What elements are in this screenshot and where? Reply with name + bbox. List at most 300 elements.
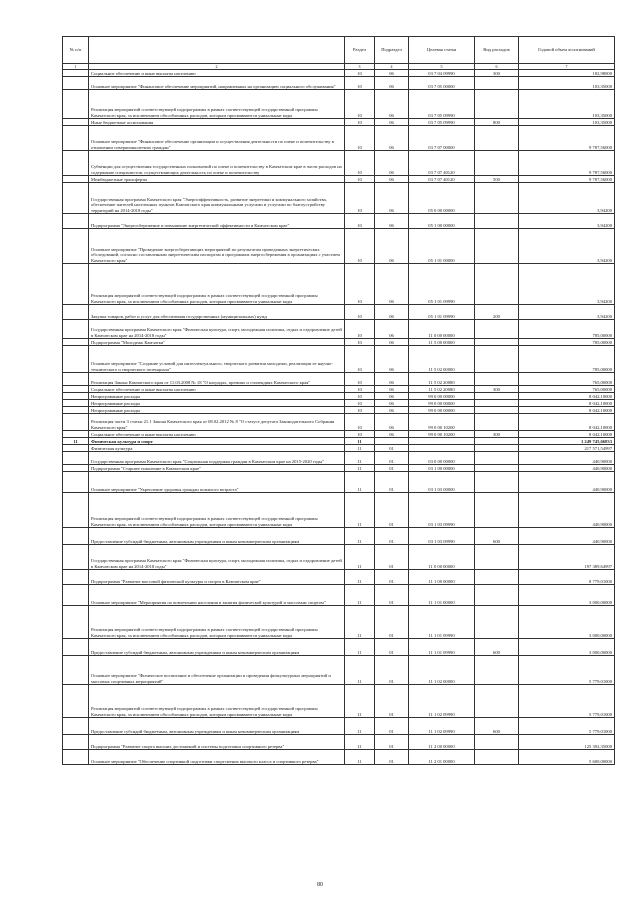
row-amount: 5 600,00000 — [519, 750, 615, 765]
row-num — [63, 373, 89, 386]
row-vr — [475, 90, 519, 119]
header-podrazdel: Подраздел — [375, 37, 409, 64]
row-csr: 11 1 01 09990 — [409, 606, 475, 639]
row-vr — [475, 400, 519, 407]
row-csr: 11 1 02 09990 — [409, 685, 475, 718]
row-podrazdel — [375, 438, 409, 445]
row-amount: 217 571,54997 — [519, 445, 615, 452]
row-amount: 440,90000 — [519, 493, 615, 528]
row-podrazdel: 01 — [375, 445, 409, 452]
row-razdel: 11 — [345, 639, 375, 656]
row-name: Государственная программа Камчатского края "Энергоэффективность, развитие энергетики и коммунального хозяйства, обеспечение жителей населенных пунктов Камчатского края коммунальными услугами и услугами по благоустройству территорий на 2014-2018 годы" — [89, 183, 345, 214]
table-body — [63, 70, 615, 765]
row-amount: 3,94200 — [519, 264, 615, 305]
row-name: Основное мероприятие "Финансовое обеспечение мероприятий, направленных на организацию социального обслуживания" — [89, 77, 345, 90]
row-num — [63, 493, 89, 528]
row-podrazdel: 06 — [375, 229, 409, 264]
row-name: Основное мероприятие "Укрепление здоровья граждан пожилого возраста" — [89, 472, 345, 493]
row-podrazdel: 06 — [375, 320, 409, 339]
row-num — [63, 346, 89, 373]
row-name: Государственная программа Камчатского края "Социальная поддержка граждан в Камчатском крае на 2015-2020 годы" — [89, 452, 345, 465]
row-amount: 8 042,10000 — [519, 393, 615, 400]
row-razdel: 10 — [345, 305, 375, 320]
row-num — [63, 585, 89, 606]
table-row — [63, 685, 615, 718]
row-razdel: 10 — [345, 346, 375, 373]
table-row — [63, 570, 615, 585]
row-razdel: 10 — [345, 339, 375, 346]
table-row — [63, 438, 615, 445]
row-csr: 11 5 02 20080 — [409, 373, 475, 386]
row-csr: 03 7 05 09990 — [409, 90, 475, 119]
row-csr: 11 0 00 00000 — [409, 320, 475, 339]
row-vr: 600 — [475, 718, 519, 735]
row-num — [63, 735, 89, 750]
row-amount: 440,90000 — [519, 465, 615, 472]
row-amount: 3 000,00000 — [519, 639, 615, 656]
row-num — [63, 570, 89, 585]
table-row — [63, 119, 615, 126]
row-razdel: 11 — [345, 545, 375, 570]
row-csr: 03 7 07 00000 — [409, 126, 475, 151]
row-name: Реализация мероприятий соответствующей подпрограммы в рамках соответствующей государственной программы Камчатского края, за исключением обособленных расходов, которым присваиваются уникальные коды — [89, 685, 345, 718]
row-podrazdel: 01 — [375, 685, 409, 718]
row-amount: 125 392,35000 — [519, 735, 615, 750]
row-vr — [475, 465, 519, 472]
row-vr — [475, 472, 519, 493]
row-podrazdel: 06 — [375, 183, 409, 214]
row-name: Подпрограмма "Развитие массовой физической культуры и спорта в Камчатском крае" — [89, 570, 345, 585]
row-num — [63, 431, 89, 438]
row-razdel: 10 — [345, 386, 375, 393]
row-name: Физическая культура — [89, 445, 345, 452]
row-razdel: 10 — [345, 77, 375, 90]
row-num — [63, 264, 89, 305]
row-name: Реализация мероприятий соответствующей подпрограммы в рамках соответствующей государственной программы Камчатского края, за исключением обособленных расходов, которым присваиваются уникальные коды — [89, 90, 345, 119]
row-amount: 197 389,64997 — [519, 545, 615, 570]
row-razdel: 11 — [345, 606, 375, 639]
row-vr — [475, 685, 519, 718]
row-csr: 03 0 00 00000 — [409, 452, 475, 465]
table-row — [63, 176, 615, 183]
row-name: Основное мероприятие "Финансовое обеспечение организации и осуществления деятельности по опеке и попечительству в отношении совершеннолетних граждан" — [89, 126, 345, 151]
row-razdel: 11 — [345, 570, 375, 585]
row-razdel: 11 — [345, 438, 375, 445]
row-vr — [475, 264, 519, 305]
row-vr — [475, 339, 519, 346]
row-csr: 99 0 00 00000 — [409, 400, 475, 407]
row-amount: 9 787,56000 — [519, 151, 615, 176]
row-vr: 600 — [475, 528, 519, 545]
row-csr: 05 1 01 09990 — [409, 264, 475, 305]
row-name: Предоставление субсидий бюджетным, автономным учреждениям и иным некоммерческим организациям — [89, 718, 345, 735]
row-podrazdel: 06 — [375, 264, 409, 305]
row-name: Предоставление субсидий бюджетным, автономным учреждениям и иным некоммерческим организациям — [89, 639, 345, 656]
row-podrazdel: 06 — [375, 305, 409, 320]
row-name: Основное мероприятие "Мероприятия по вовлечению населения в занятия физической культурой и массовым спортом" — [89, 585, 345, 606]
row-num — [63, 305, 89, 320]
row-razdel: 10 — [345, 373, 375, 386]
row-razdel: 10 — [345, 393, 375, 400]
row-csr: 99 0 00 10200 — [409, 431, 475, 438]
row-podrazdel: 01 — [375, 545, 409, 570]
row-csr: 03 1 03 09990 — [409, 528, 475, 545]
row-podrazdel: 06 — [375, 119, 409, 126]
row-podrazdel: 06 — [375, 151, 409, 176]
budget-sheet — [62, 36, 614, 765]
header-num: № п/п — [63, 37, 89, 64]
row-name: Реализация части 3 статьи 21.1 Закона Камчатского края от 08.02.2012 № 8 "О статусе депутата Законодательного Собрания Камчатского края" — [89, 414, 345, 431]
row-amount: 785,00000 — [519, 320, 615, 339]
row-csr: 03 7 04 09990 — [409, 70, 475, 77]
row-vr: 300 — [475, 386, 519, 393]
row-razdel: 11 — [345, 472, 375, 493]
row-name: Непрограммные расходы — [89, 400, 345, 407]
row-name: Реализация мероприятий соответствующей подпрограммы в рамках соответствующей государственной программы Камчатского края, за исключением обособленных расходов, которым присваиваются уникальные коды — [89, 264, 345, 305]
row-podrazdel: 06 — [375, 339, 409, 346]
row-name: Подпрограмма "Энергосбережение и повышение энергетической эффективности в Камчатском крае" — [89, 214, 345, 229]
row-amount: 8 042,10000 — [519, 431, 615, 438]
table-row — [63, 70, 615, 77]
row-podrazdel: 01 — [375, 606, 409, 639]
row-num — [63, 528, 89, 545]
row-csr: 11 5 00 00000 — [409, 339, 475, 346]
row-razdel: 10 — [345, 407, 375, 414]
row-amount: 3,94200 — [519, 183, 615, 214]
row-vr — [475, 320, 519, 339]
row-podrazdel: 01 — [375, 493, 409, 528]
row-name: Основное мероприятие "Обеспечение спортивной подготовки спортсменов высокого класса и спортивного резерва" — [89, 750, 345, 765]
row-num — [63, 77, 89, 90]
row-amount: 785,00000 — [519, 346, 615, 373]
table-row — [63, 346, 615, 373]
row-razdel: 10 — [345, 126, 375, 151]
row-num — [63, 214, 89, 229]
table-row — [63, 373, 615, 386]
row-podrazdel: 06 — [375, 90, 409, 119]
row-podrazdel: 06 — [375, 346, 409, 373]
row-vr — [475, 750, 519, 765]
row-csr: 11 0 00 00000 — [409, 545, 475, 570]
row-num — [63, 229, 89, 264]
row-name: Непрограммные расходы — [89, 407, 345, 414]
row-name: Основное мероприятие "Физическое воспитание и обеспечение организации и проведения физкультурных мероприятий и массовых спортивных мероприятий" — [89, 656, 345, 685]
row-amount: 3,94200 — [519, 229, 615, 264]
row-amount: 1 249 745,66833 — [519, 438, 615, 445]
row-razdel: 10 — [345, 414, 375, 431]
table-row — [63, 393, 615, 400]
row-name: Реализация Закона Камчатского края от 11.03.2008 № 18 "О наградах, премиях и стипендиях Камчатского края" — [89, 373, 345, 386]
row-num — [63, 407, 89, 414]
row-csr: 03 7 07 40120 — [409, 176, 475, 183]
table-row — [63, 90, 615, 119]
row-num — [63, 452, 89, 465]
row-vr — [475, 393, 519, 400]
row-amount: 765,00000 — [519, 386, 615, 393]
row-vr: 600 — [475, 639, 519, 656]
header-csr: Целевая статья — [409, 37, 475, 64]
row-podrazdel: 01 — [375, 472, 409, 493]
row-podrazdel: 06 — [375, 414, 409, 431]
row-amount: 8 042,10000 — [519, 414, 615, 431]
row-razdel: 11 — [345, 685, 375, 718]
row-podrazdel: 06 — [375, 126, 409, 151]
row-razdel: 11 — [345, 656, 375, 685]
row-vr: 200 — [475, 305, 519, 320]
row-amount: 8 042,10000 — [519, 400, 615, 407]
row-csr: 05 1 01 09990 — [409, 305, 475, 320]
row-num — [63, 90, 89, 119]
row-csr: 11 2 01 00000 — [409, 750, 475, 765]
row-num — [63, 545, 89, 570]
row-csr: 11 5 02 00000 — [409, 346, 475, 373]
row-amount: 103,35000 — [519, 119, 615, 126]
row-razdel: 11 — [345, 465, 375, 472]
row-num — [63, 472, 89, 493]
row-csr: 03 1 03 00000 — [409, 472, 475, 493]
row-name: Подпрограмма "Развитие спорта высших достижений и системы подготовки спортивного резерва" — [89, 735, 345, 750]
row-podrazdel: 01 — [375, 570, 409, 585]
row-razdel: 10 — [345, 151, 375, 176]
table-row — [63, 528, 615, 545]
row-num — [63, 718, 89, 735]
row-vr: 500 — [475, 176, 519, 183]
row-csr: 11 1 01 00000 — [409, 585, 475, 606]
row-podrazdel: 06 — [375, 393, 409, 400]
row-csr: 11 5 02 20080 — [409, 386, 475, 393]
row-csr: 11 1 02 09990 — [409, 718, 475, 735]
table-row — [63, 750, 615, 765]
row-csr — [409, 438, 475, 445]
column-index: 6 — [475, 64, 519, 70]
header-amount: Годовой объем ассигнований — [519, 37, 615, 64]
row-name: Закупка товаров, работ и услуг для обеспечения государственных (муниципальных) нужд — [89, 305, 345, 320]
row-num — [63, 445, 89, 452]
row-num — [63, 151, 89, 176]
page-number: 80 — [317, 882, 323, 888]
row-podrazdel: 01 — [375, 639, 409, 656]
row-razdel: 10 — [345, 70, 375, 77]
table-row — [63, 472, 615, 493]
table-row — [63, 718, 615, 735]
row-vr — [475, 183, 519, 214]
row-amount: 103,35000 — [519, 77, 615, 90]
row-csr: 05 1 00 00000 — [409, 214, 475, 229]
row-name: Государственная программа Камчатского края "Физическая культура, спорт, молодежная политика, отдых и оздоровление детей в Камчатском крае на 2014-2018 годы" — [89, 320, 345, 339]
table-row — [63, 545, 615, 570]
row-name: Непрограммные расходы — [89, 393, 345, 400]
row-vr — [475, 735, 519, 750]
row-podrazdel: 01 — [375, 452, 409, 465]
table-row — [63, 414, 615, 431]
row-num — [63, 606, 89, 639]
row-amount: 9 787,56000 — [519, 126, 615, 151]
table-row — [63, 386, 615, 393]
column-index: 5 — [409, 64, 475, 70]
row-num — [63, 750, 89, 765]
row-num — [63, 70, 89, 77]
row-vr — [475, 570, 519, 585]
row-amount: 5 779,01000 — [519, 656, 615, 685]
row-csr: 03 1 00 00000 — [409, 465, 475, 472]
row-vr — [475, 77, 519, 90]
row-podrazdel: 06 — [375, 77, 409, 90]
row-vr — [475, 214, 519, 229]
table-row — [63, 126, 615, 151]
table-row — [63, 400, 615, 407]
row-razdel: 10 — [345, 229, 375, 264]
row-razdel: 11 — [345, 585, 375, 606]
row-num — [63, 386, 89, 393]
row-amount: 8 042,10000 — [519, 407, 615, 414]
row-amount: 182,98000 — [519, 70, 615, 77]
row-podrazdel: 01 — [375, 750, 409, 765]
row-vr — [475, 407, 519, 414]
row-num — [63, 339, 89, 346]
row-csr: 11 1 01 09990 — [409, 639, 475, 656]
row-num — [63, 119, 89, 126]
row-amount: 8 779,01000 — [519, 570, 615, 585]
row-num — [63, 656, 89, 685]
row-razdel: 11 — [345, 750, 375, 765]
row-name: Межбюджетные трансферты — [89, 176, 345, 183]
row-num: 11 — [63, 438, 89, 445]
row-vr — [475, 126, 519, 151]
row-razdel: 10 — [345, 183, 375, 214]
row-name: Реализация мероприятий соответствующей подпрограммы в рамках соответствующей государственной программы Камчатского края, за исключением обособленных расходов, которым присваиваются уникальные коды — [89, 606, 345, 639]
row-name: Государственная программа Камчатского края "Физическая культура, спорт, молодежная политика, отдых и оздоровление детей в Камчатском крае на 2014-2018 годы" — [89, 545, 345, 570]
row-name: Социальное обеспечение и иные выплаты населению — [89, 70, 345, 77]
table-row — [63, 151, 615, 176]
row-num — [63, 393, 89, 400]
row-razdel: 11 — [345, 452, 375, 465]
row-amount: 103,35000 — [519, 90, 615, 119]
row-vr — [475, 445, 519, 452]
row-vr — [475, 229, 519, 264]
row-csr — [409, 445, 475, 452]
table-row — [63, 606, 615, 639]
table-row — [63, 585, 615, 606]
row-razdel: 10 — [345, 431, 375, 438]
row-razdel: 11 — [345, 735, 375, 750]
row-razdel: 11 — [345, 493, 375, 528]
row-vr — [475, 346, 519, 373]
table-row — [63, 183, 615, 214]
table-row — [63, 214, 615, 229]
column-index: 2 — [89, 64, 345, 70]
row-podrazdel: 01 — [375, 465, 409, 472]
row-csr: 99 0 00 10200 — [409, 414, 475, 431]
table-header-row — [63, 37, 615, 64]
row-podrazdel: 06 — [375, 176, 409, 183]
table-row — [63, 305, 615, 320]
row-amount: 785,00000 — [519, 339, 615, 346]
table-row — [63, 445, 615, 452]
row-podrazdel: 06 — [375, 400, 409, 407]
row-podrazdel: 06 — [375, 373, 409, 386]
row-num — [63, 320, 89, 339]
row-amount: 5 779,01000 — [519, 718, 615, 735]
row-amount: 3,94200 — [519, 214, 615, 229]
row-amount: 440,90000 — [519, 528, 615, 545]
row-name: Социальное обеспечение и иные выплаты населению — [89, 431, 345, 438]
column-index: 7 — [519, 64, 615, 70]
row-name: Реализация мероприятий соответствующей подпрограммы в рамках соответствующей государственной программы Камчатского края, за исключением обособленных расходов, которым присваиваются уникальные коды — [89, 493, 345, 528]
table-row — [63, 639, 615, 656]
row-razdel: 11 — [345, 445, 375, 452]
table-row — [63, 452, 615, 465]
row-podrazdel: 06 — [375, 214, 409, 229]
row-vr — [475, 606, 519, 639]
row-podrazdel: 01 — [375, 735, 409, 750]
budget-table — [62, 36, 615, 765]
table-row — [63, 735, 615, 750]
row-csr: 99 0 00 00000 — [409, 407, 475, 414]
row-num — [63, 685, 89, 718]
row-podrazdel: 06 — [375, 431, 409, 438]
row-vr — [475, 585, 519, 606]
table-row — [63, 431, 615, 438]
row-vr: 300 — [475, 70, 519, 77]
row-vr — [475, 656, 519, 685]
row-amount: 5 779,01000 — [519, 685, 615, 718]
row-vr — [475, 373, 519, 386]
row-razdel: 11 — [345, 528, 375, 545]
row-csr: 11 2 00 00000 — [409, 735, 475, 750]
table-row — [63, 465, 615, 472]
row-amount: 765,00000 — [519, 373, 615, 386]
row-name: Подпрограмма "Старшее поколение в Камчатском крае" — [89, 465, 345, 472]
row-name: Физическая культура и спорт — [89, 438, 345, 445]
column-index: 3 — [345, 64, 375, 70]
row-num — [63, 126, 89, 151]
row-csr: 03 7 05 09990 — [409, 119, 475, 126]
row-razdel: 11 — [345, 718, 375, 735]
row-csr: 03 1 03 09990 — [409, 493, 475, 528]
row-num — [63, 400, 89, 407]
row-amount: 3 000,00000 — [519, 585, 615, 606]
table-row — [63, 77, 615, 90]
row-vr — [475, 414, 519, 431]
row-podrazdel: 01 — [375, 656, 409, 685]
row-razdel: 10 — [345, 320, 375, 339]
row-podrazdel: 06 — [375, 407, 409, 414]
row-csr: 11 1 00 00000 — [409, 570, 475, 585]
row-name: Основное мероприятие "Создание условий для интеллектуального, творческого развития молодежи, реализации ее научно-технического и творческого потенциала" — [89, 346, 345, 373]
table-row — [63, 229, 615, 264]
row-num — [63, 639, 89, 656]
row-razdel: 10 — [345, 90, 375, 119]
row-amount: 440,90000 — [519, 472, 615, 493]
row-name: Иные бюджетные ассигнования — [89, 119, 345, 126]
row-csr: 05 0 00 00000 — [409, 183, 475, 214]
row-csr: 03 7 05 00000 — [409, 77, 475, 90]
row-razdel: 10 — [345, 119, 375, 126]
row-vr: 800 — [475, 119, 519, 126]
row-num — [63, 176, 89, 183]
row-csr: 99 0 00 00000 — [409, 393, 475, 400]
row-num — [63, 414, 89, 431]
row-podrazdel: 01 — [375, 718, 409, 735]
column-index: 1 — [63, 64, 89, 70]
row-razdel: 10 — [345, 400, 375, 407]
row-vr — [475, 151, 519, 176]
header-vr: Вид расходов — [475, 37, 519, 64]
row-podrazdel: 06 — [375, 386, 409, 393]
row-podrazdel: 01 — [375, 528, 409, 545]
row-amount: 3 000,00000 — [519, 606, 615, 639]
row-vr — [475, 493, 519, 528]
